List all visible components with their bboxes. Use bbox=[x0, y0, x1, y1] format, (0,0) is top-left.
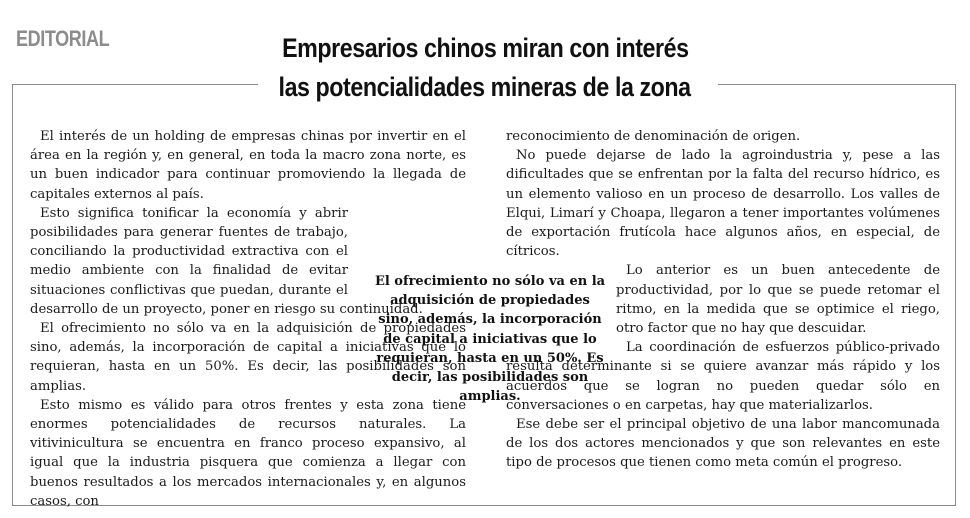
headline-line-2: las potencialidades mineras de la zona bbox=[278, 72, 692, 102]
paragraph: Ese debe ser el principal objetivo de una labor mancomunada de los dos actores mencionados y que son relevantes en este tipo de procesos que tienen como meta común el progreso. bbox=[506, 417, 940, 471]
paragraph-continuation: reconocimiento de denominación de origen. bbox=[506, 129, 801, 144]
paragraph: El ofrecimiento no sólo va en la adquisición de propiedades sino, además, la incorporación de capital a iniciativas que lo requieran, hasta en un 50%. Es decir, las posibilidades son amplias. bbox=[30, 321, 466, 394]
paragraph: Lo anterior es un buen antecedente de productividad, por lo que se puede retomar el ritmo, en la medida que se optimice el riego, otro factor que no hay que descuidar. bbox=[506, 261, 940, 338]
paragraph: El interés de un holding de empresas chinas por invertir en el área en la región y, en general, en toda la macro zona norte, es un buen indicador para continuar promoviendo la llegada de capitales externos al país. bbox=[30, 129, 466, 202]
paragraph: Esto significa tonificar la economía y abrir posibilidades para generar fuentes de trabajo, conciliando la productividad extractiva con el medio ambiente con la finalidad de evitar situaciones conflictivas que puedan, durante el desarrollo de un proyecto, poner en riesgo su continuidad. bbox=[30, 204, 466, 319]
section-label: EDITORIAL bbox=[16, 26, 110, 51]
paragraph: No puede dejarse de lado la agroindustria y, pese a las dificultades que se enfrentan por la falta del recurso hídrico, es un elemento valioso en un proceso de desarrollo. Los valles de Elqui, Limarí y Choapa, llegaron a tener importantes volúmenes de exportación frutícola hace algunos años, en especial, de cítricos. bbox=[506, 148, 940, 260]
paragraph: Esto mismo es válido para otros frentes y esta zona tiene enormes potencialidades de recursos naturales. La vitivinicultura se encuentra en franco proceso expansivo, al igual que la industria pisquera que comienza a llegar con buenos resultados a los mercados internacionales y, en algunos casos, con bbox=[30, 397, 466, 509]
paragraph: La coordinación de esfuerzos público-privado resulta determinante si se quiere avanzar más rápido y los acuerdos que se logran no pueden quedar sólo en conversaciones o en carpetas, hay que materializarlos. bbox=[506, 340, 940, 413]
pull-quote: El ofrecimiento no sólo va en la adquisición de propiedades sino, además, la incorporación de capital a iniciativas que lo requieran, hasta en un 50%. Es decir, las posibilidades son amplias. bbox=[374, 274, 606, 405]
headline-line-1: Empresarios chinos miran con interés bbox=[281, 33, 689, 63]
